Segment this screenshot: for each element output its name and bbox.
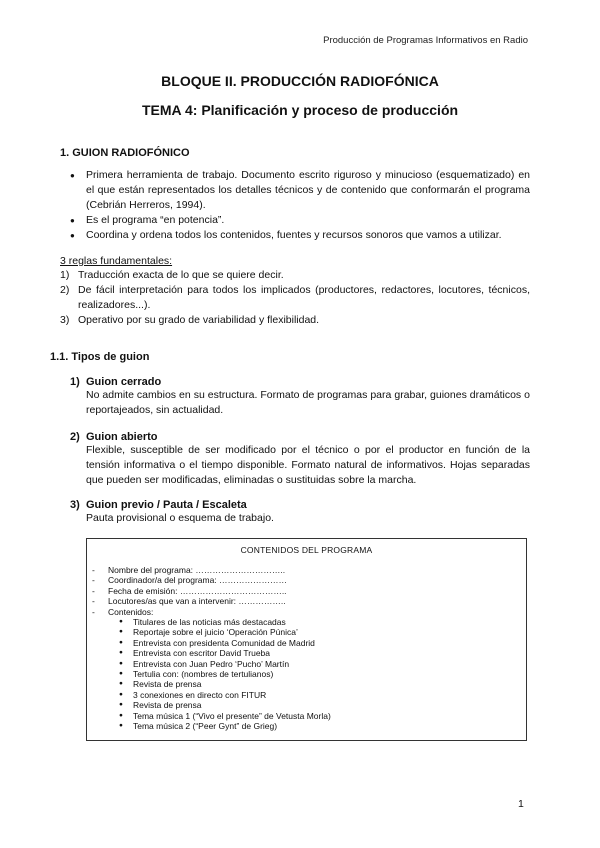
type-number: 2) — [70, 431, 80, 443]
list-item: ● Primera herramienta de trabajo. Documento escrito riguroso y minucioso (esquematizado) en el que están representados los detalles técnicos y de contenido que conformarán el programa (Cebrián Herreros, 1994). — [70, 168, 530, 213]
item-text: Traducción exacta de lo que se quiere decir. — [78, 269, 284, 281]
list-item: ● Coordina y ordena todos los contenidos, fuentes y recursos sonoros que vamos a utilizar. — [70, 228, 530, 243]
running-header: Producción de Programas Informativos en Radio — [323, 35, 528, 46]
box-title: CONTENIDOS DEL PROGRAMA — [240, 545, 373, 555]
contents-item-list — [108, 617, 331, 731]
field-text: Locutores/as que van a intervenir: …………….. — [108, 596, 286, 607]
list-item — [60, 313, 530, 328]
item-number: 2) — [60, 284, 70, 296]
guion-type-previo — [70, 499, 530, 526]
list-item — [60, 268, 530, 283]
type-description: No admite cambios en su estructura. Formato de programas para grabar, guiones dramáticos o reportajeados, sin actualidad. — [86, 389, 530, 416]
field-text: Contenidos: — [108, 606, 154, 617]
item-text: Operativo por su grado de variabilidad y flexibilidad. — [78, 314, 320, 326]
list-item: ● Tertulia con: (nombres de tertulianos) — [119, 669, 331, 679]
type-description: Flexible, susceptible de ser modificado por el técnico o por el productor en función de la tensión informativa o el tiempo disponible. Formato natural de informativos. Hojas separadas que pueden ser modificadas, eliminadas o sustituidas sobre la marcha. — [86, 444, 530, 486]
list-item: ● Tema música 1 (“Vivo el presente” de Vetusta Morla) — [119, 711, 331, 721]
block-title: BLOQUE II. PRODUCCIÓN RADIOFÓNICA — [161, 73, 439, 89]
item-text: De fácil interpretación para todos los implicados (productores, redactores, locutores, técnicos, realizadores...). — [78, 284, 530, 311]
guion-bullet-list — [70, 168, 530, 243]
guion-type-abierto — [70, 431, 530, 488]
list-item: ● Revista de prensa — [119, 679, 331, 689]
list-item: ● Reportaje sobre el juicio ‘Operación Púnica’ — [119, 627, 331, 637]
type-title: Guion previo / Pauta / Escaleta — [86, 499, 247, 511]
list-item: ● Tema música 2 (“Peer Gynt” de Grieg) — [119, 721, 331, 731]
rules-list — [60, 268, 530, 328]
type-title: Guion abierto — [86, 431, 158, 443]
list-item: ● Entrevista con presidenta Comunidad de Madrid — [119, 638, 331, 648]
page-number: 1 — [518, 798, 524, 810]
item-number: 1) — [60, 269, 70, 281]
subsection-heading-tipos: 1.1. Tipos de guion — [50, 351, 150, 363]
box-field-list — [92, 565, 331, 732]
field-text: Coordinador/a del programa: …………………… — [108, 575, 288, 586]
field-text: Fecha de emisión: ……………………………….. — [108, 585, 287, 596]
type-description: Pauta provisional o esquema de trabajo. — [86, 512, 274, 524]
list-item: ● Entrevista con escritor David Trueba — [119, 648, 331, 658]
list-item: - Coordinador/a del programa: …………………… — [92, 575, 288, 586]
section-heading-guion: 1. GUION RADIOFÓNICO — [60, 147, 190, 159]
list-item — [60, 283, 530, 313]
list-item: - Nombre del programa: ………………………….. — [92, 565, 286, 575]
list-item: - Contenidos: ● Titulares de las noticias más destacadas ● Reportaje sobre el juicio ‘Operación Púnica’ ● Entrevista con presidenta Comunidad de Madrid ● Entrevista con escritor David Trueba ● Entrevista con Juan Pedro ‘Pucho’ Martín ● Tertulia con: (nombres de tertulianos) ● Revista de prensa ● 3 conexiones en directo con FITUR ● Revista de prensa ● Tema música 1 (“Vivo el presente” de Vetusta Morla) ● Tema música 2 (“Peer Gynt” de Grieg) — [92, 607, 331, 732]
type-number: 1) — [70, 376, 80, 388]
topic-title: TEMA 4: Planificación y proceso de producción — [141, 102, 459, 118]
rules-title: 3 reglas fundamentales: — [60, 255, 173, 267]
list-item: ● Revista de prensa — [119, 700, 331, 710]
item-number: 3) — [60, 314, 70, 326]
list-item: ● Titulares de las noticias más destacadas — [119, 617, 331, 627]
list-item: - Locutores/as que van a intervenir: …………….. — [92, 596, 286, 607]
type-title: Guion cerrado — [86, 376, 162, 388]
list-item: ● Es el programa “en potencia”. — [70, 213, 530, 228]
guion-type-cerrado — [70, 376, 530, 418]
program-contents-box — [86, 538, 527, 741]
field-text: Nombre del programa: ………………………….. — [108, 565, 286, 575]
list-item: ● 3 conexiones en directo con FITUR — [119, 690, 331, 700]
list-item: ● Entrevista con Juan Pedro ‘Pucho’ Martín — [119, 659, 331, 669]
type-number: 3) — [70, 499, 80, 511]
list-item: - Fecha de emisión: ……………………………….. — [92, 585, 287, 596]
